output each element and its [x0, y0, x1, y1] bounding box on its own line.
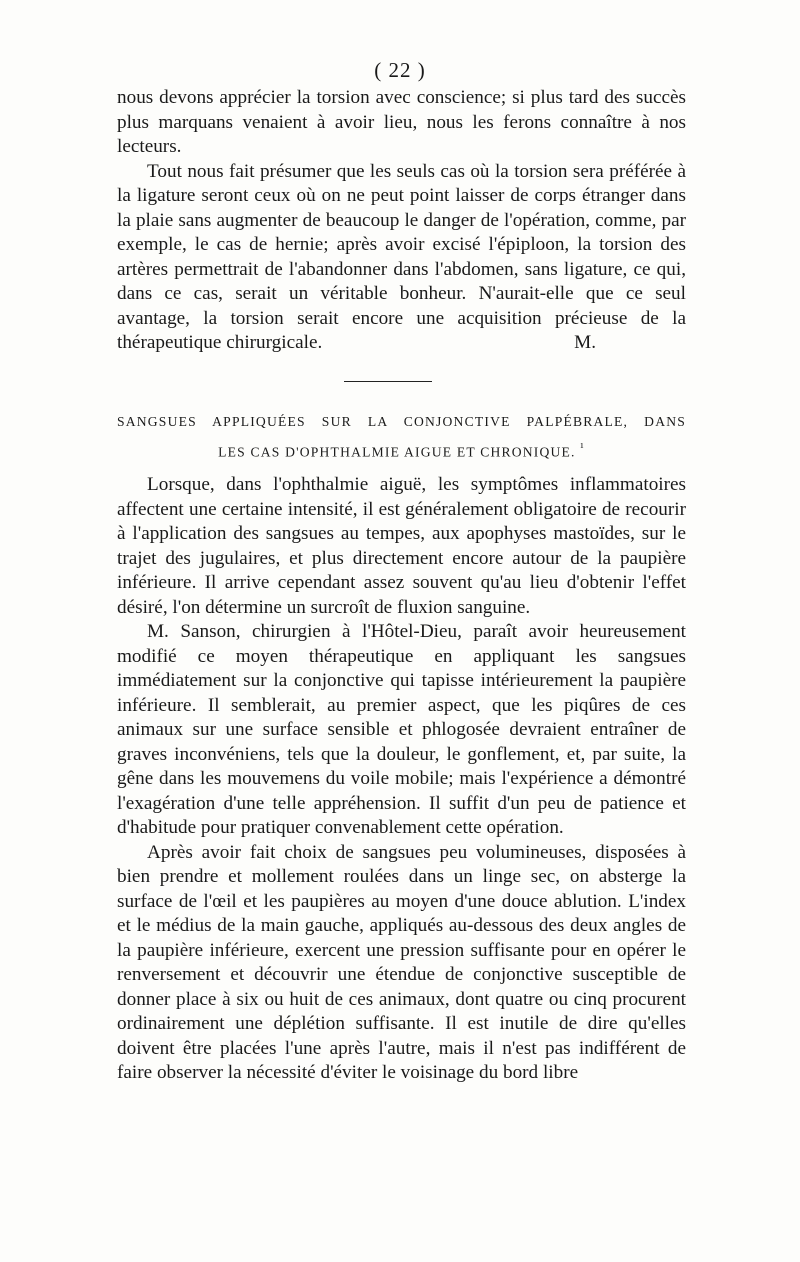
- article-paragraph-2: M. Sanson, chirurgien à l'Hôtel-Dieu, paraît avoir heureusement modifié ce moyen thérapeutique en appliquant les sangsues immédiatement sur la conjonctive qui tapisse intérieurement la paupière inférieure. Il semblerait, au premier aspect, que les piqûres de ces animaux sur une surface sensible et phlogosée devraient entraîner de graves inconvéniens, tels que la douleur, le gonflement, et, par suite, la gêne dans les mouvemens du voile mobile; mais l'expérience a démontré l'exagération d'une telle appréhension. Il suffit d'un peu de patience et d'habitude pour pratiquer convenablement cette opération.: [117, 621, 686, 838]
- page-number: ( 22 ): [374, 58, 426, 82]
- article-paragraph-3: Après avoir fait choix de sangsues peu volumineuses, disposées à bien prendre et mollement roulées dans un linge sec, on absterge la surface de l'œil et les paupières au moyen d'une douce ablution. L'index et le médius de la main gauche, appliqués au-dessous des deux angles de la paupière inférieure, exercent une pression suffisante pour en opérer le renversement et découvrir une étendue de conjonctive susceptible de donner place à six ou huit de ces animaux, dont quatre ou cinq procurent ordinairement une déplétion suffisante. Il est inutile de dire qu'elles doivent être placées l'une après l'autre, mais il n'est pas indifférent de faire observer la nécessité d'éviter le voisinage du bord libre: [117, 841, 686, 1083]
- footnote-marker: ¹: [580, 442, 585, 454]
- section-divider: [344, 381, 432, 382]
- article-paragraph-1: Lorsque, dans l'ophthalmie aiguë, les symptômes inflammatoires affectent une certaine intensité, il est généralement obligatoire de recourir à l'application des sangsues au tempes, aux apophyses mastoïdes, sur le trajet des jugulaires, et plus directement encore autour de la paupière inférieure. Il arrive cependant assez souvent qu'au lieu d'obtenir l'effet désiré, l'on détermine un surcroît de fluxion sanguine.: [117, 474, 686, 618]
- article-title-line-1: SANGSUES APPLIQUÉES SUR LA CONJONCTIVE PALPÉBRALE, DANS: [117, 414, 686, 429]
- paragraph-continuation: nous devons apprécier la torsion avec conscience; si plus tard des succès plus marquans venaient à avoir lieu, nous les ferons connaître à nos lecteurs.: [117, 87, 686, 157]
- top-section: [117, 86, 686, 356]
- article-body: [117, 473, 686, 1086]
- paragraph-torsion-conclusion: [117, 160, 686, 356]
- article-title: [117, 409, 686, 466]
- author-signature: M.: [574, 332, 596, 353]
- article-title-line-2-wrap: [117, 435, 686, 466]
- paragraph-torsion-text: Tout nous fait présumer que les seuls cas où la torsion sera préférée à la ligature seront ceux où on ne peut point laisser de corps étranger dans la plaie sans augmenter de beaucoup le danger de l'opération, comme, par exemple, le cas de hernie; après avoir excisé l'épiploon, la torsion des artères permettrait de l'abandonner dans l'abdomen, sans ligature, ce qui, dans ce cas, serait un véritable bonheur. N'aurait-elle que ce seul avantage, la torsion serait encore une acquisition précieuse de la thérapeutique chirurgicale.: [117, 160, 686, 353]
- article-title-line-2: LES CAS D'OPHTHALMIE AIGUE ET CHRONIQUE.: [218, 444, 576, 460]
